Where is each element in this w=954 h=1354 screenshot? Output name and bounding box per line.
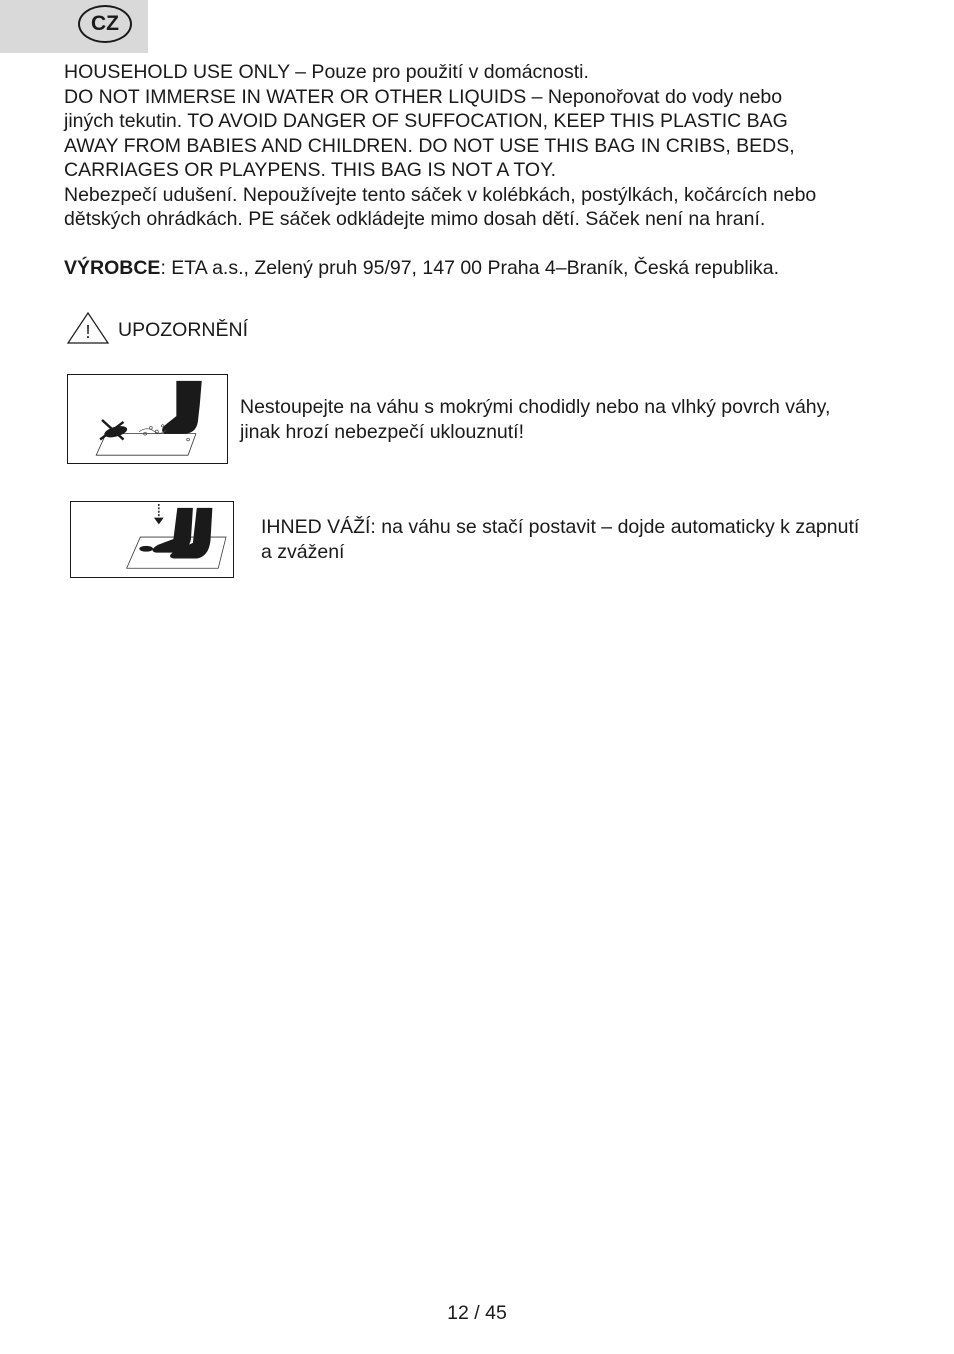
manufacturer-address: : ETA a.s., Zelený pruh 95/97, 147 00 Praha 4–Braník, Česká republika.	[160, 257, 780, 279]
step-on-scale-icon	[71, 502, 233, 577]
notice-line: dětských ohrádkách. PE sáček odkládejte mimo dosah dětí. Sáček není na hraní.	[64, 208, 766, 230]
item-line: jinak hrozí nebezpečí uklouznutí!	[240, 421, 525, 443]
language-badge: CZ	[78, 5, 132, 43]
svg-text:!: !	[85, 322, 91, 342]
step-on-scale-illustration	[70, 501, 234, 578]
item-line: IHNED VÁŽÍ: na váhu se stačí postavit – dojde automaticky k zapnutí	[261, 516, 860, 538]
safety-notice	[64, 60, 864, 232]
warning-label: UPOZORNĚNÍ	[118, 319, 249, 341]
language-tab	[0, 0, 148, 53]
manufacturer-info	[64, 256, 864, 281]
wet-foot-slip-illustration	[67, 374, 228, 464]
auto-weigh-text	[261, 515, 859, 565]
wet-foot-warning-text	[240, 395, 830, 445]
notice-line: DO NOT IMMERSE IN WATER OR OTHER LIQUIDS – Neponořovat do vody nebo	[64, 85, 783, 108]
notice-line: AWAY FROM BABIES AND CHILDREN. DO NOT USE THIS BAG IN CRIBS, BEDS,	[64, 134, 795, 157]
page-number: 12 / 45	[447, 1302, 507, 1324]
wet-foot-slip-icon	[68, 375, 227, 463]
notice-line: HOUSEHOLD USE ONLY – Pouze pro použití v domácnosti.	[64, 61, 589, 83]
notice-line: Nebezpečí udušení. Nepoužívejte tento sáček v kolébkách, postýlkách, kočárcích nebo	[64, 183, 817, 206]
manufacturer-label: VÝROBCE	[64, 257, 161, 279]
notice-line: CARRIAGES OR PLAYPENS. THIS BAG IS NOT A TOY.	[64, 159, 557, 181]
item-line: Nestoupejte na váhu s mokrými chodidly nebo na vlhký povrch váhy,	[240, 396, 831, 418]
notice-line: jiných tekutin. TO AVOID DANGER OF SUFFOCATION, KEEP THIS PLASTIC BAG	[64, 110, 788, 132]
warning-triangle-icon	[66, 311, 110, 345]
item-line: a zvážení	[261, 541, 345, 563]
